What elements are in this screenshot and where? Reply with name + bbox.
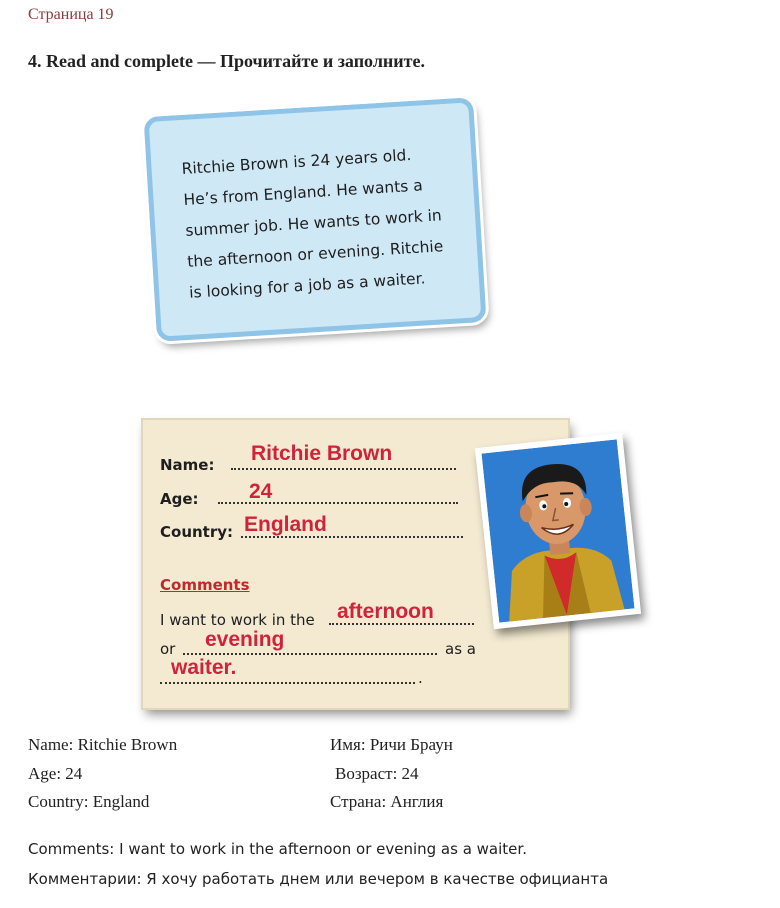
reading-line: summer job. He wants to work in [184,206,443,240]
comment-or: or [160,640,176,658]
answer-name-ru: Имя: Ричи Браун [330,735,453,754]
comment-prefix: I want to work in the [160,611,315,629]
reading-card-text [181,138,460,309]
answer-name-en: Name: Ritchie Brown [28,735,178,754]
reading-card [143,97,486,342]
answer-country-en: Country: England [28,792,150,811]
afternoon-answer: afternoon [337,600,434,623]
comment-en: Comments: I want to work in the afternoon or evening as a waiter. [28,840,527,858]
page-label: Страница 19 [28,6,114,23]
reading-line: the afternoon or evening. Ritchie [186,237,444,271]
age-answer: 24 [249,480,273,503]
name-label: Name: [160,456,215,474]
reading-line: He’s from England. He wants a [183,176,424,209]
task-title: 4. Read and complete — Прочитайте и заполните. [28,51,425,71]
name-answer: Ritchie Brown [251,442,393,465]
country-answer: England [244,513,327,536]
answer-age-en: Age: 24 [28,764,83,783]
boy-portrait-photo [475,433,641,629]
name-dotted-line [231,468,456,470]
reading-line: Ritchie Brown is 24 years old. [181,146,412,179]
comment-end: . [418,669,423,687]
country-label: Country: [160,523,234,541]
waiter-answer: waiter. [171,656,237,679]
age-label: Age: [160,490,199,508]
comment-dotted-line-2 [183,653,437,655]
evening-answer: evening [205,628,285,651]
comment-dotted-line-3 [160,682,415,684]
answer-country-ru: Страна: Англия [330,792,444,811]
boy-portrait-icon [481,439,634,622]
comments-title: Comments [160,576,250,594]
reading-line: is looking for a job as a waiter. [188,269,426,302]
comment-ru: Комментарии: Я хочу работать днем или вечером в качестве официанта [28,870,609,888]
comment-as-a: as a [445,640,476,658]
answer-age-ru: Возраст: 24 [335,764,419,783]
